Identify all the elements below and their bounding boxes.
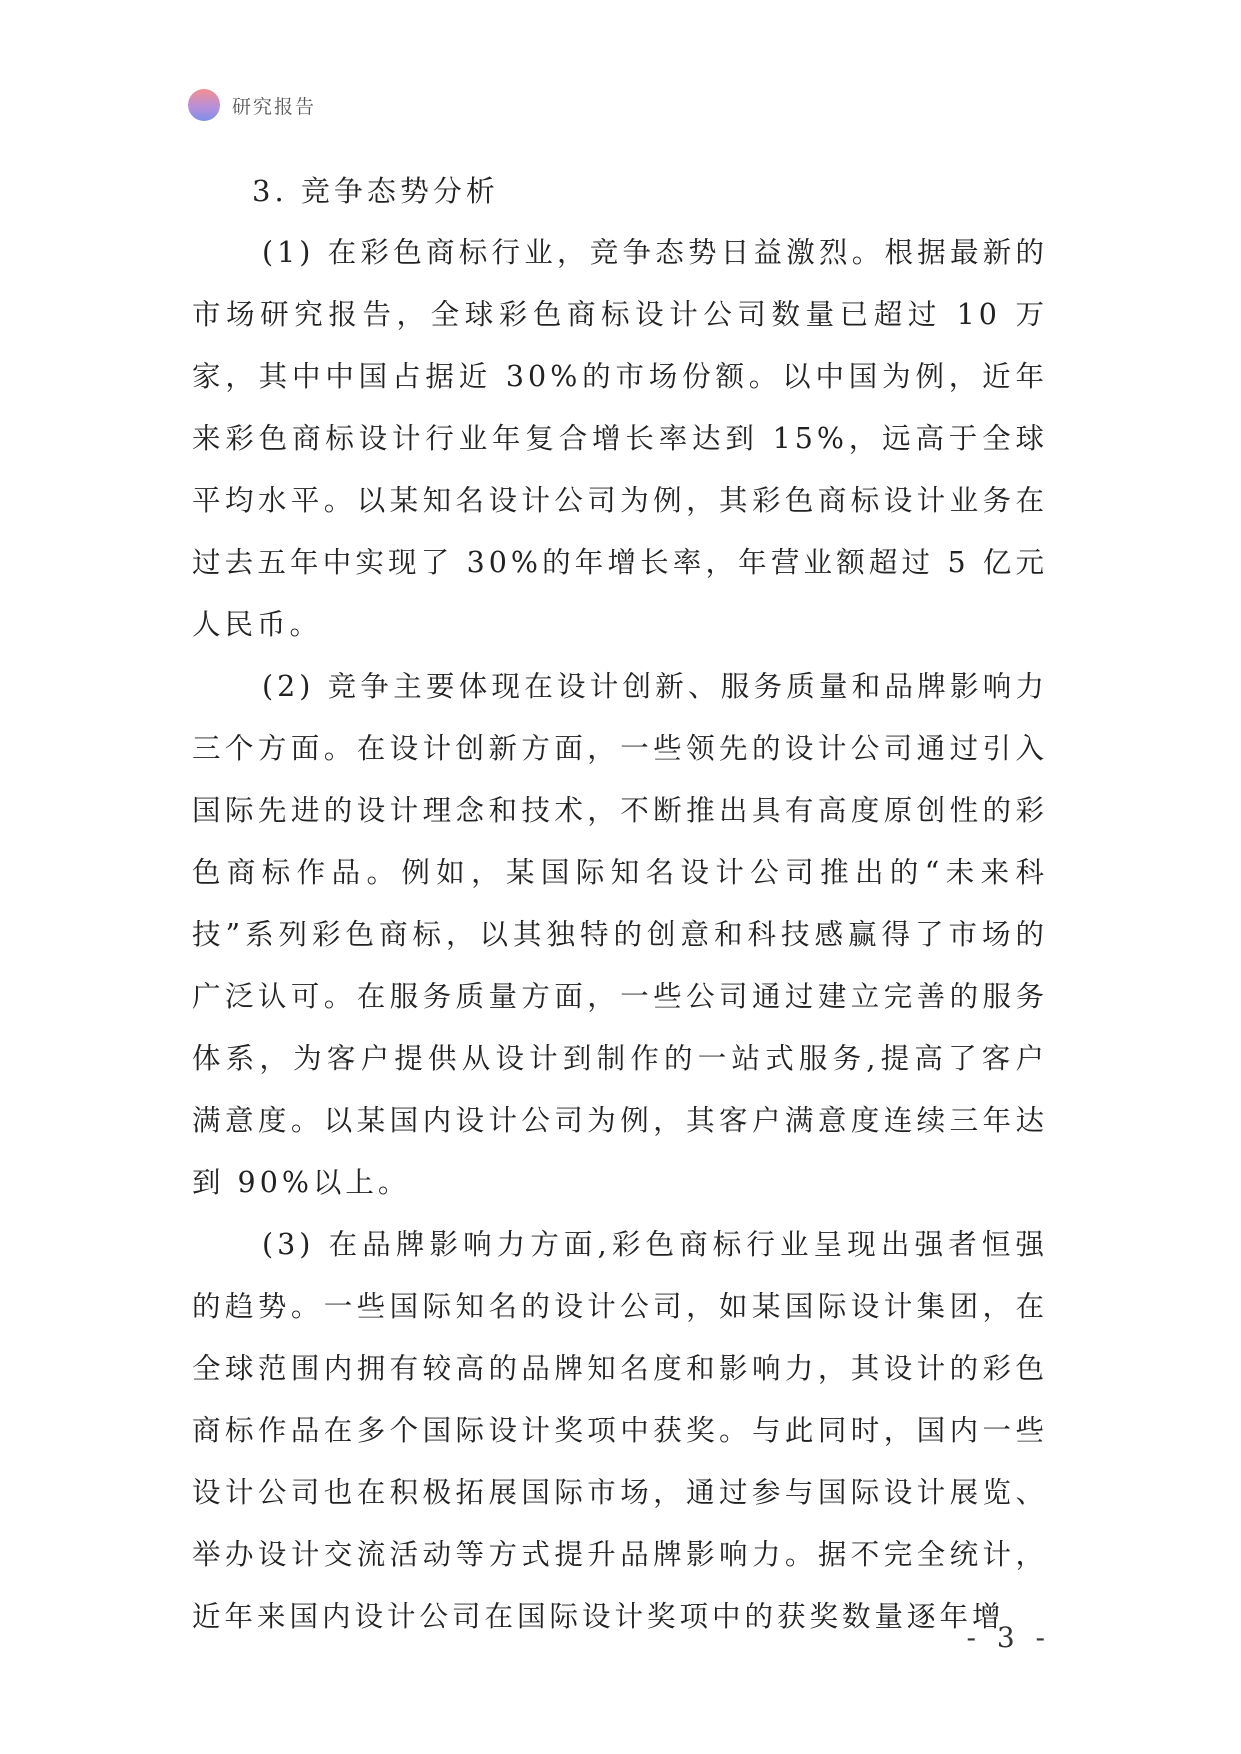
section-heading: 3. 竞争态势分析 — [252, 174, 499, 208]
page-number: - 3 - — [966, 1621, 1051, 1654]
header-title: 研究报告 — [232, 95, 317, 118]
paragraph-2: (2) 竞争主要体现在设计创新、服务质量和品牌影响力三个方面。在设计创新方面，一些领先的设计公司通过引入国际先进的设计理念和技术，不断推出具有高度原创性的彩色商标作品。例如，某国际知名设计公司推出的“未来科技”系列彩色商标，以其独特的创意和科技感赢得了市场的广泛认可。在服务质量方面，一些公司通过建立完善的服务体系，为客户提供从设计到制作的一站式服务,提高了客户满意度。以某国内设计公司为例，其客户满意度连续三年达到 90%以上。 — [192, 670, 1048, 1199]
report-logo-icon — [188, 89, 220, 121]
page-header — [188, 88, 316, 122]
paragraph-3: (3) 在品牌影响力方面,彩色商标行业呈现出强者恒强的趋势。一些国际知名的设计公司，如某国际设计集团，在全球范围内拥有较高的品牌知名度和影响力，其设计的彩色商标作品在多个国际设计奖项中获奖。与此同时，国内一些设计公司也在积极拓展国际市场，通过参与国际设计展览、举办设计交流活动等方式提升品牌影响力。据不完全统计，近年来国内设计公司在国际设计奖项中的获奖数量逐年增 — [192, 1228, 1048, 1633]
document-body — [192, 160, 1048, 1648]
paragraph-1: (1) 在彩色商标行业，竞争态势日益激烈。根据最新的市场研究报告，全球彩色商标设计公司数量已超过 10 万家，其中中国占据近 30%的市场份额。以中国为例，近年来彩色商标设计行业年复合增长率达到 15%，远高于全球平均水平。以某知名设计公司为例，其彩色商标设计业务在过去五年中实现了 30%的年增长率，年营业额超过 5 亿元人民币。 — [192, 236, 1048, 641]
